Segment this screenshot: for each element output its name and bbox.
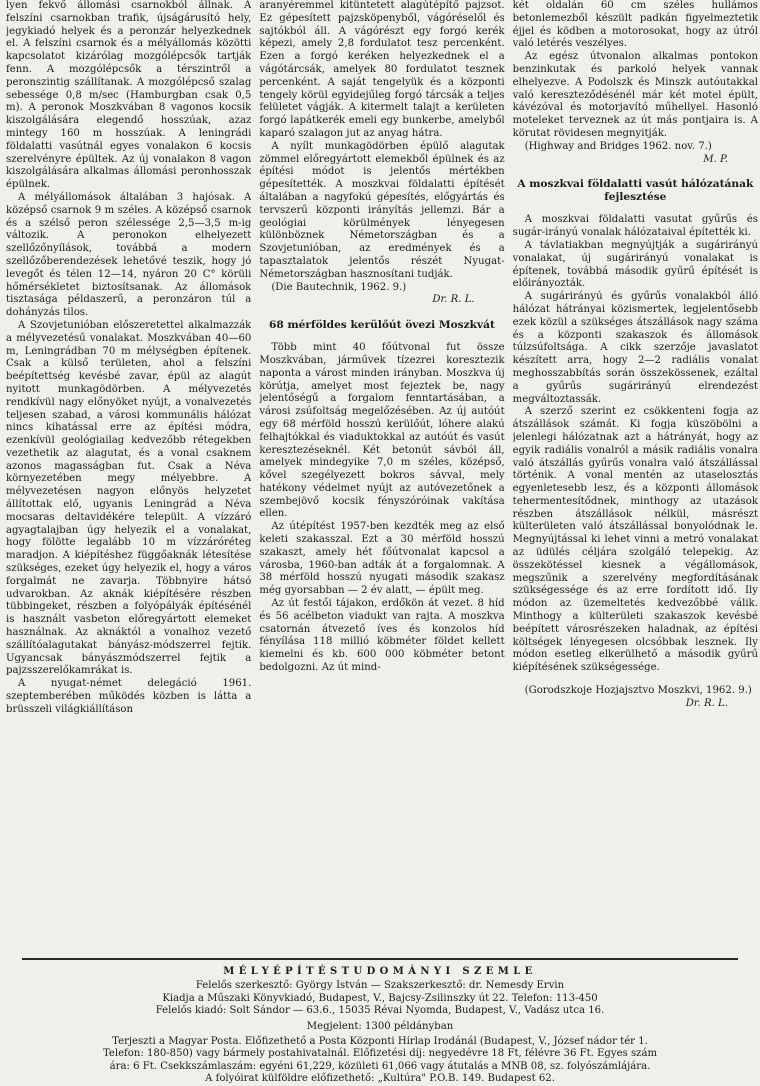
body-paragraph: Több mint 40 főútvonal fut össze Moszkvában, járművek tízezrei koresztezik naponta a várost minden irányban. Moszkva új körútja, amelyet most fejeztek be, nagy jelentőségű a forgalom fenntartásában, a városi zsúfoltság megelőzésében. Az új autóút egy 68 mérföld hosszú kerülőút, lóhere alakú felhajtókkal és viaduktokkal az autóút és vasút keresztezéseknél. Két betonút sávból áll, amelyek mindegyike 7,0 m széles, középső, kővel szegélyezett bokros sávval, mely hatékony védelmet nyújt az autóvezetőnek a szembejövő kocsik fényszóróinak vakítása ellen. [259,342,505,520]
article-heading: 68 mérföldes kerülőút övezi Moszkvát [269,319,495,332]
imprint-line: Telefon: 180-850) vagy bármely postahivatalnál. Előfizetési díj: negyedévre 18 Ft, félévre 36 Ft. Egyes szám [102,1048,658,1060]
imprint-line: Felelős kiadó: Solt Sándor — 63.6., 15035 Révai Nyomda, Budapest, V., Vadász utca 16. [155,1005,605,1017]
body-paragraph: A nyugat-német delegáció 1961. szeptemberében működés közben is látta a brüsszeli világkiállításon [6,678,252,715]
imprint-line: Kiadja a Műszaki Könyvkiadó, Budapest, V., Bajcsy-Zsilinszky út 22. Telefon: 113-450 [162,992,598,1004]
source-title: (Die Bautechnik, 1962. 9.) [271,281,407,293]
body-paragraph: két oldalán 60 cm széles hullámos betonlemezből készült padkán figyelmeztetik éjjel és ködben a motorosokat, hogy az útról való letérés veszélyes. [512,0,758,50]
article-heading: A moszkvai földalatti vasút hálózatának fejlesztése [517,178,754,204]
body-paragraph: aranyéremmel kitüntetett alagútépítő pajzsot. Ez gépesített pajzsköpenyből, vágóréselől és sajtókból áll. A vágórészt egy forgó kerék képezi, amely 2,8 fordulatot tesz percenként. Ezen a forgó keréken helyezkednek el a vágótárcsák, amelyek 80 fordulatot tesznek percenként. A saját tengelyük és a központi tengely körül egyidejűleg forgó tárcsák a teljes felületet vágják. A kitermelt talajt a kerületen forgó lapátkerék emeli egy bunkerbe, amelyből kaparó szalagon jut az anyag hátra. [259,0,505,139]
journal-masthead: MÉLYÉPÍTÉSTUDOMÁNYI SZEMLE [223,966,537,977]
body-paragraph: Az egész útvonalon alkalmas pontokon benzinkutak és parkoló helyek vannak elhelyezve. A Podolszk és Minszk autóutakkal való kereszteződésénél már két motel épült, kávézóval és motorjavító műhellyel. Hasonló moteleket terveznek az út más pontjaira is. A körutat rövidesen megnyitják. [512,51,758,139]
source-citation [513,141,758,154]
body-paragraph: A sugárirányú és gyűrűs vonalakból álló hálózat hátrányai közismertek, legjelentősebb ezek közül a szükséges átszállások nagy száma és a központi szakaszok és állomások túlzsúfoltsága. A cikk szerzője javaslatot készített arra, hogy 2—2 radiális vonalat meghosszabbítás során összekössenek, ezáltal a gyűrűs sugárirányú elrendezést megváltoztassák. [512,291,758,405]
author-signature: Dr. R. L. [685,697,728,709]
body-paragraph: A szerző szerint ez csökkenteni fogja az átszállások számát. Ki fogja küszöbölni a jelenlegi hálózatnak azt a hátrányát, hogy az egyik radiális vonalról a másik radiális vonalra való átszállás gyűrűs vonalra való átszállással történik. A vonal mentén az utaselosztás egyenletesebb lesz, és a központi állomások tehermentesítődnek, minthogy az utazások részben átszállások nélkül, másrészt külterületen való átszállással bonyolódnak le. Megnyújtással ki lehet vinni a metró vonalakat az üdülés céljára szolgáló telepekig. Az összekötéssel kiesnek a végállomások, megszűnik a szerelvény megfordításának szükségessége és az erre fordított idő. Ily módon az üzemeltetés kedvezőbbé válik. Minthogy a külterületi szakaszok kevésbé beépített városrészeken haladnak, az építési költségek lényegesen olcsóbbak lesznek. Ily módon esetleg elkerülhető a második gyűrű kiépítésének szükségessége. [512,406,758,674]
divider-rule [22,958,738,960]
imprint-line: Felelős szerkesztő: Györgу István — Szakszerkesztő: dr. Nemesdy Ervin [195,980,565,992]
author-signature: Dr. R. L. [432,294,475,306]
body-paragraph: A Szovjetunióban előszeretettel alkalmazzák a mélyvezetésű vonalakat. Moszkvában 40—60 m, Leningrádban 70 m mélységben építenek. Csak a külső területen, ahol a felszíni beépítettség kevésbé zavar, épül az alagút nyitott munkagödörben. A mélyvezetés rendkívül nagy előnyöket nyújt, a vonalvezetés teljesen szabad, a városi kommunális hálózat nincs kihatással erre az építési módra, ezenkívül geológiailag kedvezőbb rétegekben vezethetik az alagutat, és a vonal csaknem azonos magasságban fut. Csak a Néva környezetében megy mélyebbre. A mélyvezetésen nagyon előnyös helyzetet állítottak elő, ugyanis Leningrád a Néva mocsaras deltavidékére települt. A vízzáró agyagtalajban úgy helyezik el a vonalakat, hogy fölötte legalább 10 m vízzáróréteg maradjon. A kiépítéshez függőaknák létesítése szükséges, ezeket úgy helyezik el, hogy a város forgalmát ne zavarja. Többnyire hátsó udvarokban. Az aknák kiépítésére részben tübbingeket, részben a folyópályák építésénél is használt vasbeton előregyártott elemeket használnak. Az aknáktól a vonalhoz vezető szállítóalagutakat bányász-módszerrel fejtik. Ugyancsak bányászmódszerrel fejtik a pajzsszerelőkamrákat is. [6,319,252,677]
article-columns [6,0,758,938]
column-2 [259,0,504,938]
source-title: (Highway and Bridges 1962. nov. 7.) [524,140,712,152]
imprint-block [0,966,760,1086]
imprint-line: Terjeszti a Magyar Posta. Előfizethető a Posta Központi Hírlap Irodánál (Budapest, V., József nádor tér 1. [112,1036,648,1048]
imprint-line: A folyóirat külföldre előfizethető: „Kultúra" P.O.B. 149. Budapest 62. [205,1073,555,1085]
imprint-line: ára: 6 Ft. Csekkszámlaszám: egyéni 61,229, közületi 61,066 vagy átutalás a MNB 08, sz. folyószámlájára. [109,1060,651,1072]
source-title: (Gorodszkoje Hozjajsztvo Moszkvi, 1962. 9.) [524,685,752,697]
source-citation [259,282,504,295]
column-1 [6,0,251,938]
body-paragraph: lyen fekvő állomási csarnokból állnak. A felszíni csarnokban trafik, újságárusító hely, jegykiadó helyek és a peronzár helyezkednek el. A felszíni csarnok és a mélyállomás közötti kapcsolatot kizárólag mozgólépcsők tartják fenn. A mozgólépcsők a térszintről a peronszintig szállítanak. A mozgólépcső szalag sebessége 0,8 m/sec (Hamburgban csak 0,5 m). A peronok Moszkvában 8 vagonos kocsik kiszolgálására elegendő hosszúak, azaz mintegy 160 m hosszúak. A leningrádi földalatti vasútnál egyes vonalakon 6 kocsis szerelvényre épültek. Az új vonalakon 8 vagon kiszolgálására alkalmas állomási peronhosszak épülnek. [6,0,252,191]
body-paragraph: A moszkvai földalatti vasutat gyűrűs és sugár-irányú vonalak hálózataival építették ki. [512,214,758,239]
body-paragraph: A távlatiakban megnyújtják a sugárirányú vonalakat, új sugárirányú vonalakat is építenek, továbbá második gyűrű építését is előirányozták. [512,239,758,290]
body-paragraph: A mélyállomások általában 3 hajósak. A középső csarnok 9 m széles. A középső csarnok és a szélső peron szélessége 2,5—3,5 m-ig változik. A peronokon elhelyezett szellőzőnyílások, továbbá a modern szellőzőberendezések lehetővé teszik, hogy jó levegőt és télen 12—14, nyáron 20 C° körüli hőmérsékletet biztosítsanak. Az állomások tisztasága példaszerű, a peronzáron túl a dohányzás tilos. [6,191,252,319]
column-3 [513,0,758,938]
author-signature: M. P. [703,153,728,165]
body-paragraph: Az útépítést 1957-ben kezdték meg az első keleti szakasszal. Ezt a 30 mérföld hosszú szakaszt, amely hét főútvonalat kapcsol a városba, 1960-ban adták át a forgalomnak. A 38 mérföld hosszú nyugati második szakasz még gyorsabban — 2 év alatt, — épült meg. [259,521,505,597]
body-paragraph: Az út festői tájakon, erdőkön át vezet. 8 híd és 56 acélbeton viadukt van rajta. A moszkva csatornán átvezető íves és konzolos híd fényílása 118 millió köbméter földet kellett kiemelni és kb. 600 000 köbméter betont bedolgozni. Az út mind- [259,598,505,674]
body-paragraph: A nyílt munkagödörben épülő alagutak zömmel előregyártott elemekből épülnek és az építési módot is jelentős mértékben gépesítették. A moszkvai földalatti építését általában a nagyfokú gépesítés, előgyártás és tervszerű központi irányítás jellemzi. Bár a geológiai körülmények lényegesen különböznek Németországban és a Szovjetunióban, az eredmények és a tapasztalatok jelentős részét Nyugat-Németországban hasznosítani tudják. [259,140,505,280]
imprint-line: Megjelent: 1300 példányban [306,1020,454,1032]
source-citation [513,685,758,698]
